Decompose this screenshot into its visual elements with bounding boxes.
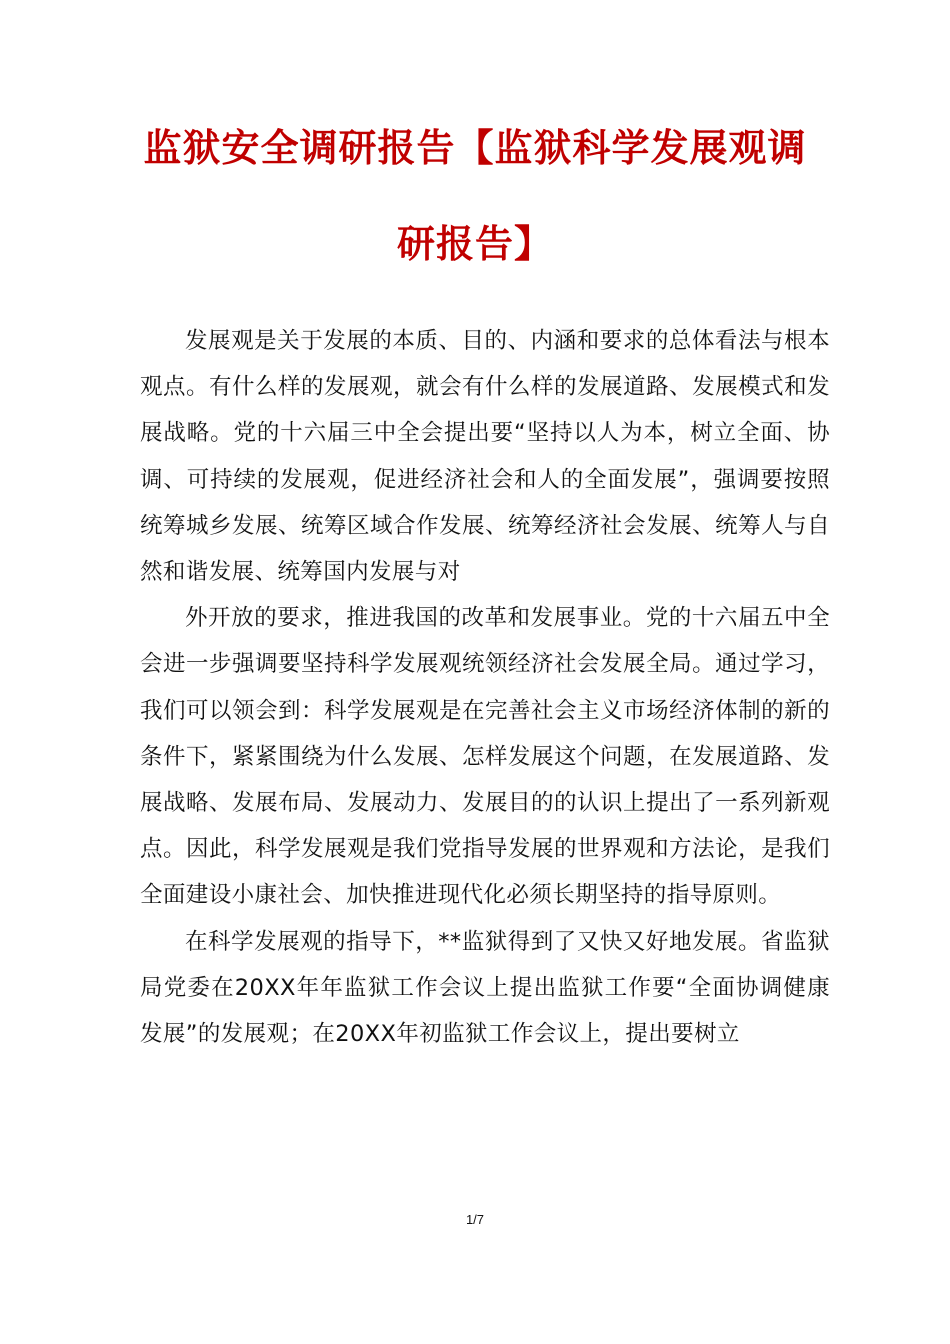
- title-line-2: 研报告】: [396, 222, 553, 266]
- document-title: [120, 100, 830, 292]
- paragraph-3: 在科学发展观的指导下，**监狱得到了又快又好地发展。省监狱局党委在20XX年年监狱工作会议上提出监狱工作要“全面协调健康发展”的发展观；在20XX年初监狱工作会议上，提出要树立: [140, 928, 830, 1048]
- paragraph-2: 外开放的要求，推进我国的改革和发展事业。党的十六届五中全会进一步强调要坚持科学发展观统领经济社会发展全局。通过学习，我们可以领会到：科学发展观是在完善社会主义市场经济体制的新的条件下，紧紧围绕为什么发展、怎样发展这个问题，在发展道路、发展战略、发展布局、发展动力、发展目的的认识上提出了一系列新观点。因此，科学发展观是我们党指导发展的世界观和方法论，是我们全面建设小康社会、加快推进现代化必须长期坚持的指导原则。: [140, 605, 830, 909]
- document-body: [140, 318, 830, 1057]
- paragraph-1: 发展观是关于发展的本质、目的、内涵和要求的总体看法与根本观点。有什么样的发展观，就会有什么样的发展道路、发展模式和发展战略。党的十六届三中全会提出要“坚持以人为本，树立全面、协调、可持续的发展观，促进经济社会和人的全面发展”，强调要按照统筹城乡发展、统筹区域合作发展、统筹经济社会发展、统筹人与自然和谐发展、统筹国内发展与对: [140, 328, 830, 586]
- title-line-1: 监狱安全调研报告【监狱科学发展观调: [143, 126, 807, 170]
- page-number: 1/7: [465, 1212, 485, 1227]
